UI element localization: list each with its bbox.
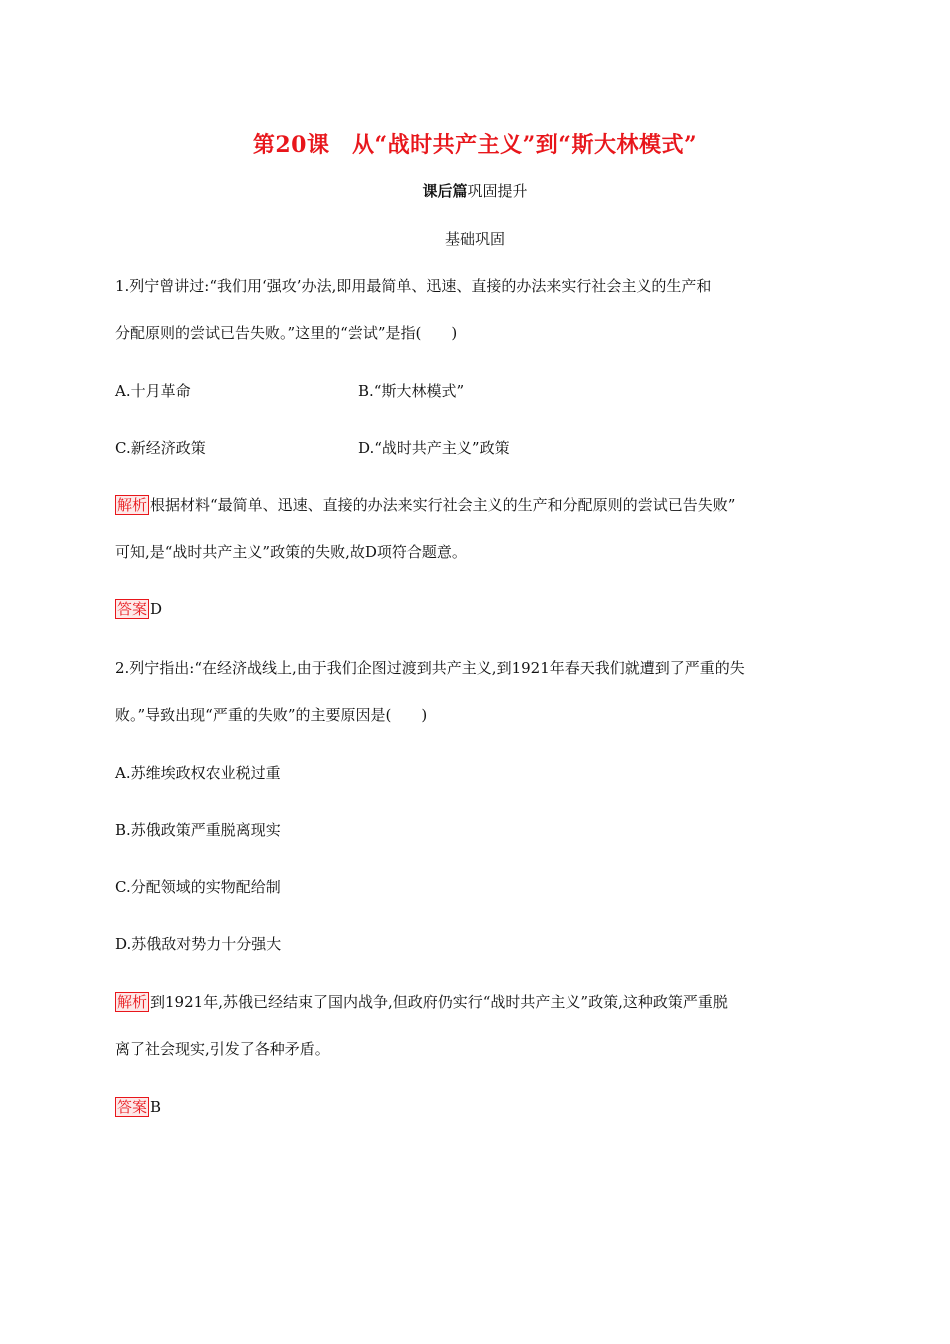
q2-analysis-line1 xyxy=(115,992,840,1012)
q2-stem-line1: 2.列宁指出:“在经济战线上,由于我们企图过渡到共产主义,到1921年春天我们就遭到了严重的失 xyxy=(115,659,745,677)
subtitle-rest: 巩固提升 xyxy=(467,182,528,200)
subtitle xyxy=(0,180,950,201)
q2-stem-line2: 败。”导致出现“严重的失败”的主要原因是( ) xyxy=(115,706,428,724)
q1-stem-line1: 1.列宁曾讲过:“我们用‘强攻’办法,即用最简单、迅速、直接的办法来实行社会主义的生产和 xyxy=(115,277,712,295)
q2-option-a: A.苏维埃政权农业税过重 xyxy=(115,764,281,782)
q1-answer-value: D xyxy=(150,600,163,618)
q1-analysis-line2: 可知,是“战时共产主义”政策的失败,故D项符合题意。 xyxy=(115,543,467,561)
q2-option-d: D.苏俄敌对势力十分强大 xyxy=(115,935,282,953)
q2-option-b: B.苏俄政策严重脱离现实 xyxy=(115,821,281,839)
q2-answer-value: B xyxy=(150,1098,162,1116)
section-heading: 基础巩固 xyxy=(444,230,505,248)
q1-analysis-line1 xyxy=(115,495,840,515)
q1-option-c: C.新经济政策 xyxy=(115,439,206,457)
q2-analysis-text1: 到1921年,苏俄已经结束了国内战争,但政府仍实行“战时共产主义”政策,这种政策严重脱 xyxy=(150,993,728,1011)
q2-option-c: C.分配领域的实物配给制 xyxy=(115,878,281,896)
q2-answer-tag: 答案 xyxy=(117,1098,148,1116)
q1-answer-tag: 答案 xyxy=(117,600,148,618)
q1-option-b: B.“斯大林模式” xyxy=(358,382,465,400)
subtitle-bold: 课后篇 xyxy=(422,182,468,200)
q2-answer xyxy=(115,1097,840,1117)
q1-stem-line2: 分配原则的尝试已告失败。”这里的“尝试”是指( ) xyxy=(115,324,458,342)
q2-analysis-tag: 解析 xyxy=(117,993,148,1011)
q1-answer xyxy=(115,599,840,619)
q1-analysis-tag: 解析 xyxy=(117,496,148,514)
q1-option-d: D.“战时共产主义”政策 xyxy=(358,439,510,457)
q2-analysis-line2: 离了社会现实,引发了各种矛盾。 xyxy=(115,1040,330,1058)
q1-option-a: A.十月革命 xyxy=(115,382,191,400)
q1-options-row1 xyxy=(115,381,840,401)
lesson-title: 第20课 从“战时共产主义”到“斯大林模式” xyxy=(252,132,698,158)
q1-analysis-text1: 根据材料“最简单、迅速、直接的办法来实行社会主义的生产和分配原则的尝试已告失败” xyxy=(150,496,736,514)
q1-options-row2 xyxy=(115,438,840,458)
